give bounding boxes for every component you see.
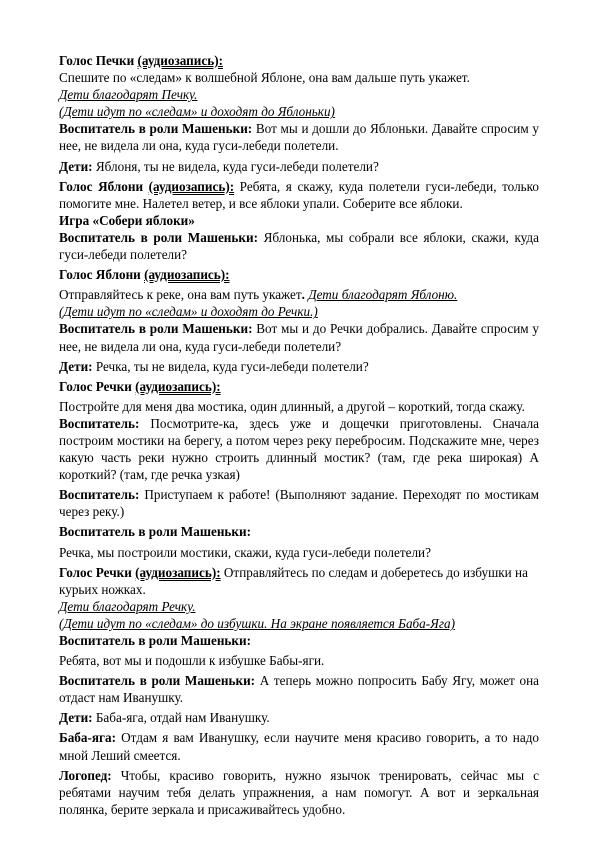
paragraph-dialogue bbox=[59, 672, 539, 706]
speaker-label: Воспитатель в роли Машеньки: bbox=[59, 524, 251, 540]
dialogue-text: Посмотрите-ка, здесь уже и дощечки приготовлены. Сначала построим мостики на берегу, а потом через реку перебросим. Подскажите мне, через какую часть реки нужно строить длинный мостик? (там, где река широкая) А короткий? (там, где речка узкая) bbox=[59, 415, 539, 483]
speaker-label: Дети: bbox=[59, 710, 93, 726]
audio-note: (аудиозапись): bbox=[135, 564, 221, 580]
paragraph-dialogue bbox=[59, 486, 539, 520]
paragraph-apple-voice-heading bbox=[59, 266, 539, 283]
paragraph-dialogue bbox=[59, 523, 539, 540]
dialogue-text: Вот мы и до Речки добрались. Давайте спросим у нее, не видела ли она, куда гуси-лебеди полетели? bbox=[59, 321, 539, 354]
dialogue-text: Отправляйтесь по следам и доберетесь до избушки на курьих ножках. bbox=[59, 564, 528, 597]
paragraph-dialogue: Постройте для меня два мостика, один длинный, а другой – короткий, тогда скажу. bbox=[59, 398, 525, 414]
stage-direction: (Дети идут по «следам» до избушки. На экране появляется Баба-Яга) bbox=[59, 615, 455, 631]
dialogue-text: Речка, ты не видела, куда гуси-лебеди полетели? bbox=[92, 358, 369, 374]
paragraph-dialogue bbox=[59, 286, 539, 303]
paragraph-dialogue bbox=[59, 415, 539, 483]
dialogue-text: Отправляйтесь к реке, она вам путь укажет bbox=[59, 287, 302, 303]
paragraph-dialogue bbox=[59, 358, 539, 375]
stage-direction: Дети благодарят Речку. bbox=[59, 598, 196, 614]
dialogue-text: Отдам я вам Иванушку, если научите меня красиво говорить, а то надо мной Леший смеется. bbox=[59, 730, 539, 763]
paragraph-dialogue bbox=[59, 564, 539, 598]
dialogue-text: А теперь можно попросить Бабу Ягу, может она отдаст нам Иванушку. bbox=[59, 673, 539, 706]
dialogue-text: Ребята, я скажу, куда полетели гуси-лебеди, только помогите мне. Налетел ветер, и все яблоки упали. Соберите все яблоки. bbox=[59, 178, 540, 211]
paragraph-dialogue bbox=[59, 632, 539, 649]
dialogue-text: Яблоня, ты не видела, куда гуси-лебеди полетели? bbox=[92, 158, 379, 174]
period-mark: . bbox=[301, 287, 305, 303]
paragraph-dialogue bbox=[59, 158, 539, 175]
speaker-label: Голос Речки bbox=[59, 564, 132, 580]
paragraph-dialogue bbox=[59, 729, 539, 763]
speaker-label: Воспитатель: bbox=[59, 415, 140, 431]
speaker-label: Голос Печки bbox=[59, 53, 135, 68]
document-body bbox=[59, 52, 539, 818]
paragraph-dialogue bbox=[59, 178, 539, 212]
speaker-label: Дети: bbox=[59, 358, 93, 374]
dialogue-text: Баба-яга, отдай нам Иванушку. bbox=[92, 710, 270, 726]
audio-note: (аудиозапись): bbox=[137, 53, 223, 68]
audio-note: (аудиозапись): bbox=[148, 178, 235, 194]
dialogue-text: Вот мы и дошли до Яблоньки. Давайте спросим у нее, не видела ли она, куда гуси-лебеди полетели. bbox=[59, 121, 539, 154]
paragraph-dialogue: Речка, мы построили мостики, скажи, куда гуси-лебеди полетели? bbox=[59, 544, 431, 560]
paragraph-dialogue bbox=[59, 120, 539, 154]
audio-note: (аудиозапись): bbox=[144, 267, 230, 283]
speaker-label: Голос Яблони bbox=[59, 267, 141, 283]
speaker-label: Воспитатель в роли Машеньки: bbox=[59, 673, 256, 689]
speaker-label: Воспитатель: bbox=[59, 487, 140, 503]
dialogue-text: Яблонька, мы собрали все яблоки, скажи, куда гуси-лебеди полетели? bbox=[59, 229, 539, 263]
stage-direction: Дети благодарят Печку. bbox=[59, 87, 198, 103]
paragraph-river-voice-heading bbox=[59, 378, 539, 395]
paragraph-dialogue bbox=[59, 767, 539, 818]
speaker-label: Воспитатель в роли Машеньки: bbox=[59, 229, 258, 245]
speaker-label: Баба-яга: bbox=[59, 730, 116, 746]
paragraph-dialogue bbox=[59, 320, 539, 354]
paragraph-stove-voice-heading bbox=[59, 52, 539, 69]
dialogue-text: Приступаем к работе! (Выполняют задание. Переходят по мостикам через реку.) bbox=[59, 487, 539, 520]
speaker-label: Дети: bbox=[59, 158, 93, 174]
speaker-label: Воспитатель в роли Машеньки: bbox=[59, 121, 253, 137]
speaker-label: Голос Речки bbox=[59, 378, 132, 394]
audio-note: (аудиозапись): bbox=[135, 378, 221, 394]
paragraph-dialogue: Ребята, вот мы и подошли к избушке Бабы-яги. bbox=[59, 653, 325, 669]
stage-direction: (Дети идут по «следам» и доходят до Речки.) bbox=[59, 304, 318, 320]
paragraph-dialogue bbox=[59, 709, 539, 726]
stage-direction: (Дети идут по «следам» и доходят до Яблоньки) bbox=[59, 104, 335, 120]
speaker-label: Логопед: bbox=[59, 767, 112, 783]
speaker-label: Воспитатель в роли Машеньки: bbox=[59, 633, 251, 648]
speaker-label: Воспитатель в роли Машеньки: bbox=[59, 321, 253, 337]
game-title: Игра «Собери яблоки» bbox=[59, 212, 195, 228]
stage-direction: Дети благодарят Яблоню. bbox=[308, 287, 458, 303]
paragraph-stove-voice-text: Спешите по «следам» к волшебной Яблоне, она вам дальше путь укажет. bbox=[59, 70, 470, 86]
dialogue-text: Чтобы, красиво говорить, нужно язычок тренировать, сейчас мы с ребятами научим тебя делать упражнения, а нам помогут. А вот и зеркальная полянка, берите зеркала и присаживайтесь удобно. bbox=[59, 767, 539, 817]
paragraph-dialogue bbox=[59, 229, 539, 263]
speaker-label: Голос Яблони bbox=[59, 178, 144, 194]
game-heading bbox=[59, 212, 539, 229]
